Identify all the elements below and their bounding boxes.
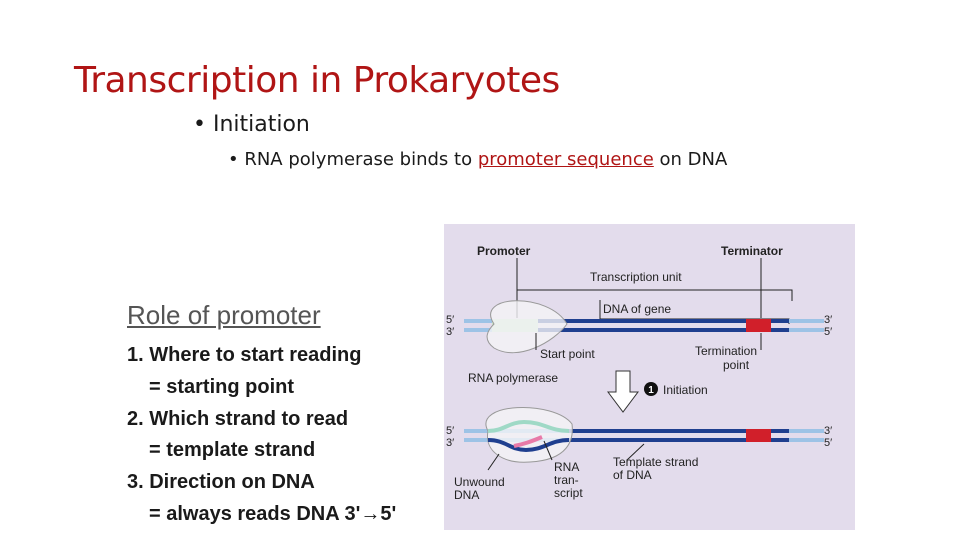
rna-polymerase-label: RNA polymerase xyxy=(468,371,559,385)
terminator-region xyxy=(746,319,771,332)
bottom-3-prime-right: 3′ xyxy=(824,425,833,437)
unwound-dna-label-1: Unwound xyxy=(454,475,505,489)
top-5-prime-left: 5′ xyxy=(446,314,455,326)
role-heading: Role of promoter xyxy=(127,300,321,330)
bullet-initiation: • Initiation xyxy=(193,112,310,137)
terminator-label: Terminator xyxy=(721,244,783,258)
step-number: 1 xyxy=(648,385,654,396)
top-3-prime-right: 3′ xyxy=(824,314,833,326)
role-list xyxy=(127,340,396,531)
role-item-1: 1. Where to start reading xyxy=(127,344,362,366)
initiation-arrow xyxy=(608,371,638,412)
bottom-5-prime-right: 5′ xyxy=(824,437,833,449)
unwound-dna-label-2: DNA xyxy=(454,488,480,502)
template-strand-label-1: Template strand xyxy=(613,455,699,469)
transcription-unit-label: Transcription unit xyxy=(590,270,682,284)
transcription-unit-bracket xyxy=(517,290,792,301)
role-item-1-detail: = starting point xyxy=(149,375,294,398)
rna-transcript-label-3: script xyxy=(554,486,583,500)
bullet-text-post: on DNA xyxy=(653,149,728,170)
rna-transcript-label-2: tran- xyxy=(554,473,579,487)
promoter-label: Promoter xyxy=(477,244,531,258)
bullet-text-pre: • RNA polymerase binds to xyxy=(228,149,478,170)
dna-of-gene-label: DNA of gene xyxy=(603,302,672,316)
termination-point-label-2: point xyxy=(723,358,750,372)
template-strand-label-2: of DNA xyxy=(613,468,652,482)
unwound-dna-pointer xyxy=(488,454,499,470)
promoter-sequence-link[interactable]: promoter sequence xyxy=(477,149,654,170)
rna-polymerase-top xyxy=(487,301,567,353)
bottom-3-prime-left: 3′ xyxy=(446,437,455,449)
role-item-2-detail: = template strand xyxy=(149,439,316,462)
top-5-prime-right: 5′ xyxy=(824,326,833,338)
top-3-prime-left: 3′ xyxy=(446,326,455,338)
termination-point-label-1: Termination xyxy=(695,344,758,358)
slide-title: Transcription in Prokaryotes xyxy=(74,60,560,101)
start-point-label: Start point xyxy=(540,347,595,361)
bottom-5-prime-left: 5′ xyxy=(446,425,455,437)
role-item-2: 2. Which strand to read xyxy=(127,407,349,430)
bottom-terminator-region xyxy=(746,429,771,442)
transcription-diagram xyxy=(444,224,855,530)
role-item-3: 3. Direction on DNA xyxy=(127,471,315,494)
rna-transcript-label-1: RNA xyxy=(554,460,580,474)
initiation-label: Initiation xyxy=(663,383,708,397)
bullet-rna-polymerase xyxy=(228,149,727,170)
transcription-figure xyxy=(444,224,855,530)
role-item-3-detail: = always reads DNA 3'→5' xyxy=(149,502,397,525)
